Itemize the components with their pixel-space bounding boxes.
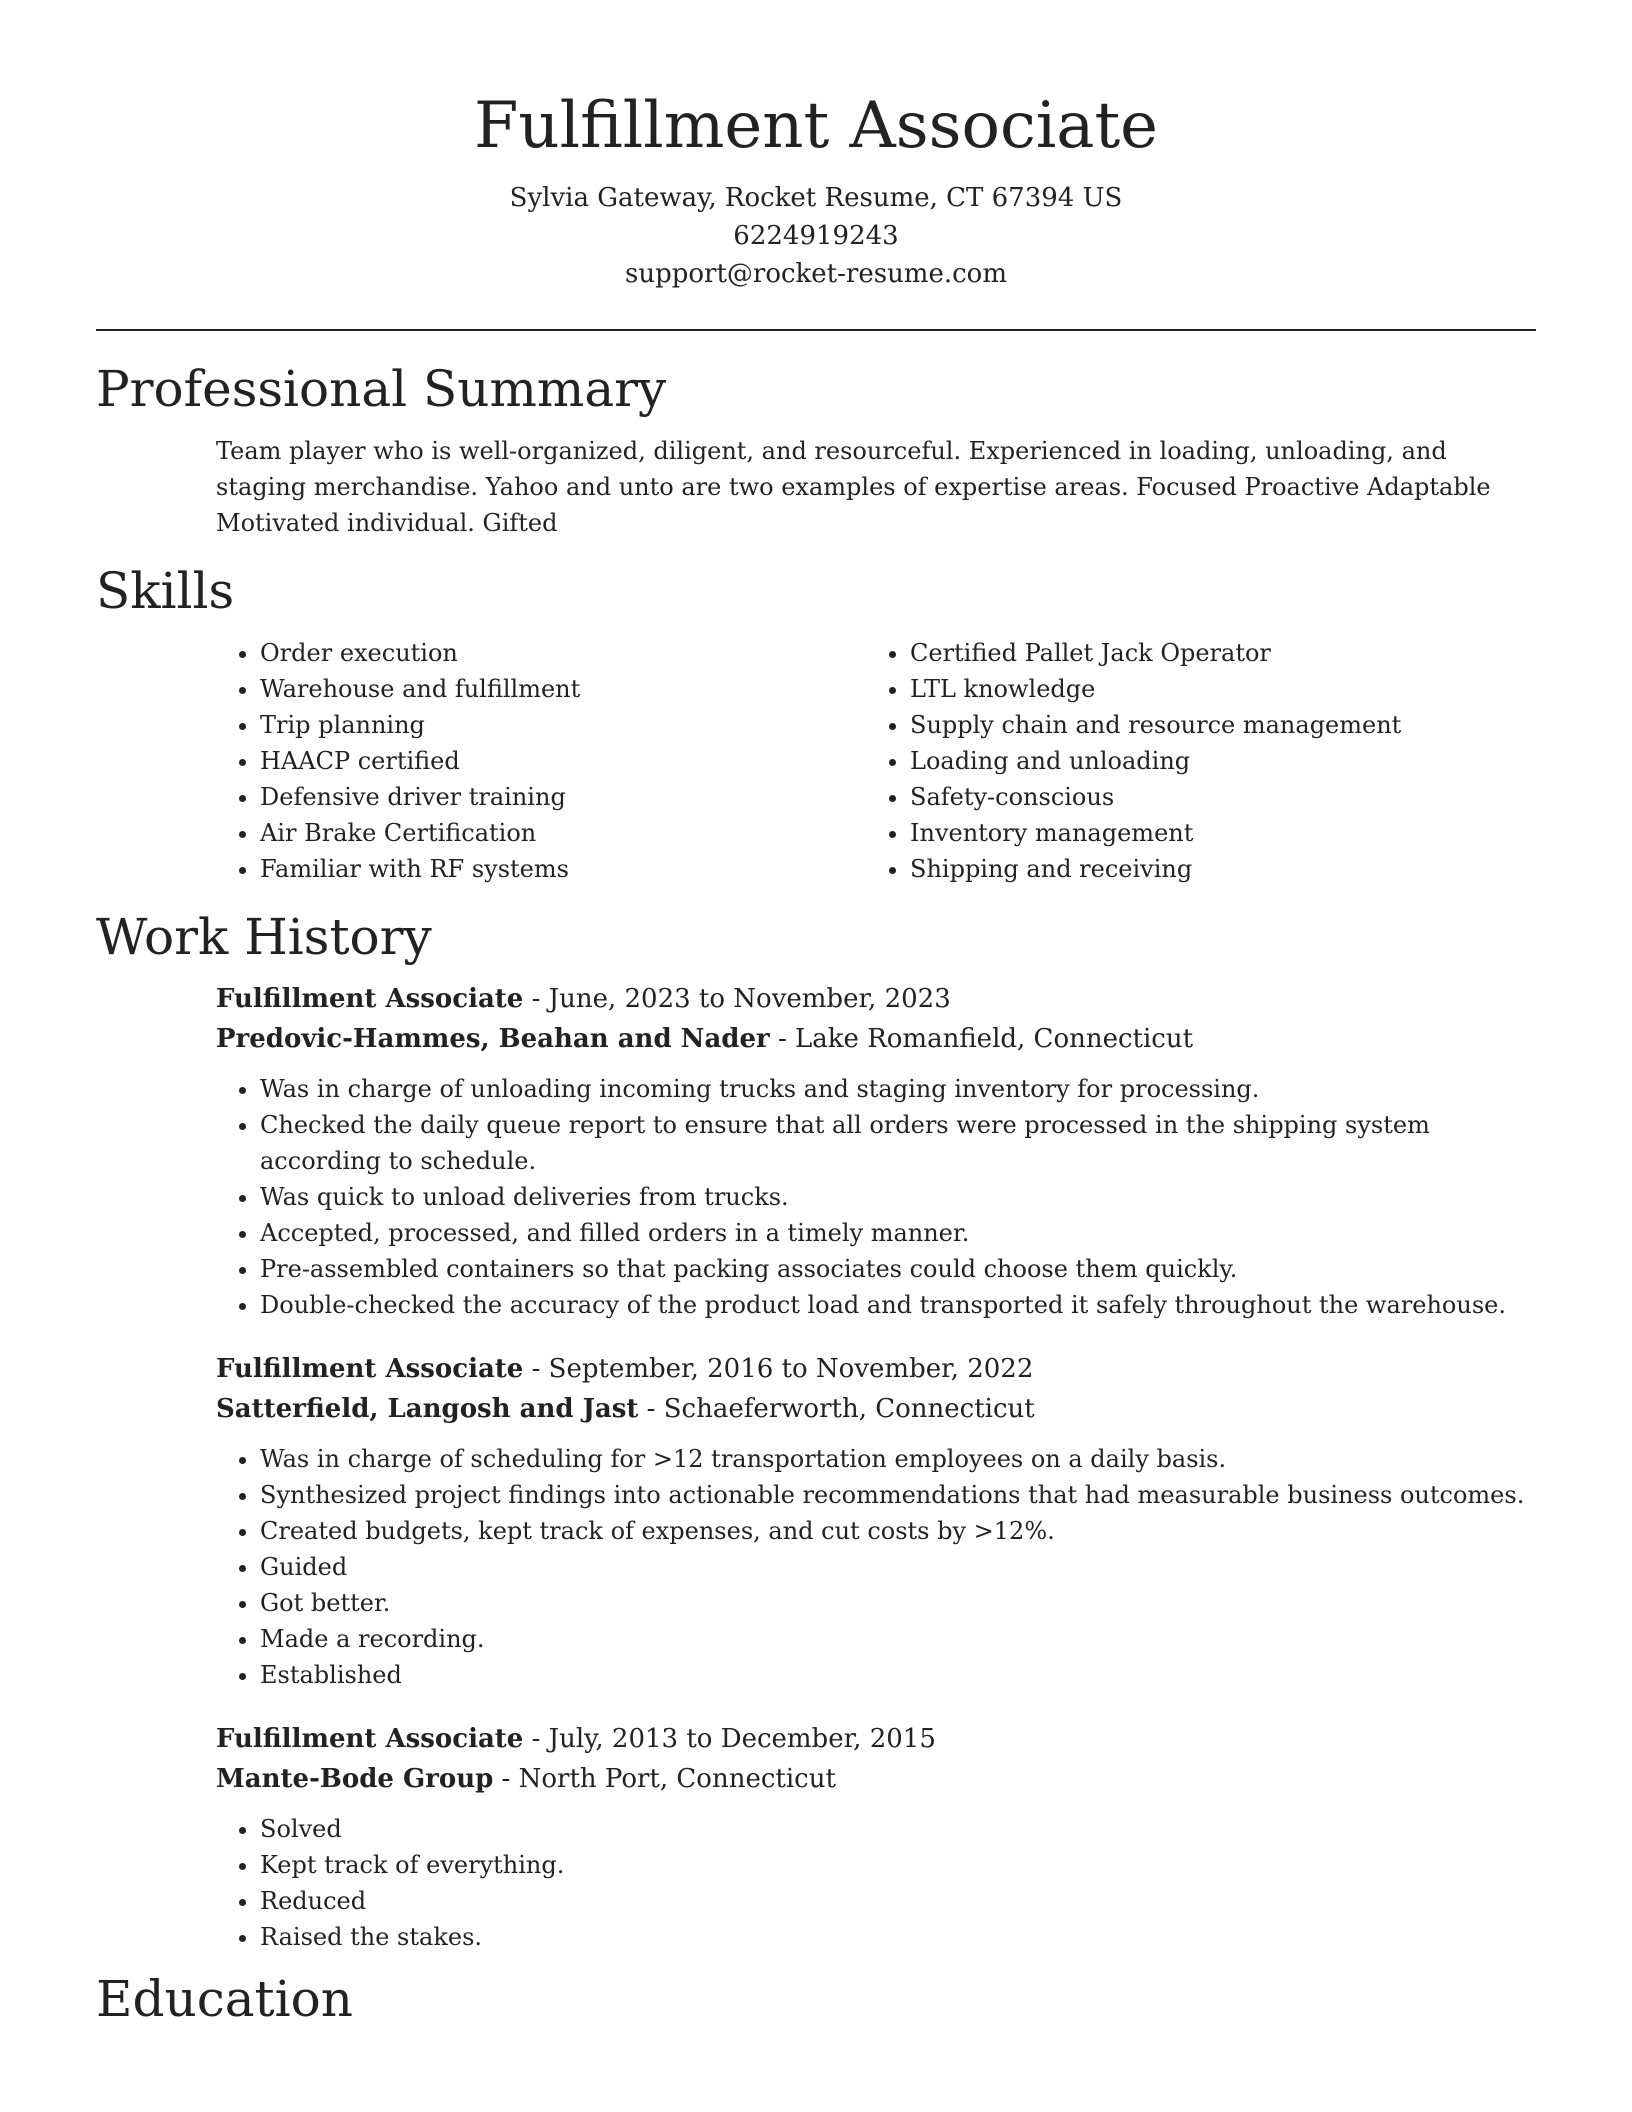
resume-page — [96, 0, 1536, 2029]
contact-phone: 6224919243 — [733, 221, 899, 251]
list-item: • Defensive driver training — [260, 779, 866, 815]
list-item: • Supply chain and resource management — [910, 707, 1516, 743]
list-item: • Was quick to unload deliveries from trucks. — [260, 1179, 1536, 1215]
skills-column-right — [866, 635, 1516, 887]
skills-columns — [216, 635, 1536, 887]
contact-address: Sylvia Gateway, Rocket Resume, CT 67394 US — [509, 183, 1123, 213]
job-company: Satterfield, Langosh and Jast — [216, 1394, 639, 1424]
job-company-line — [216, 1019, 1536, 1059]
work-heading: Work History — [96, 908, 432, 966]
job-title: Fulfillment Associate — [216, 1724, 524, 1754]
job-title: Fulfillment Associate — [216, 1354, 524, 1384]
jobs-container — [96, 979, 1536, 1955]
list-item: • Loading and unloading — [910, 743, 1516, 779]
list-item: • Safety-conscious — [910, 779, 1516, 815]
list-item: • Order execution — [260, 635, 866, 671]
list-item: • LTL knowledge — [910, 671, 1516, 707]
resume-name: Fulfillment Associate — [473, 89, 1159, 163]
list-item: • Got better. — [260, 1585, 1536, 1621]
job-location: - Schaeferworth, Connecticut — [638, 1394, 1035, 1424]
list-item: • Was in charge of unloading incoming trucks and staging inventory for processing. — [260, 1071, 1536, 1107]
header-divider — [96, 329, 1536, 331]
job-bullets — [96, 1071, 1536, 1323]
summary-heading: Professional Summary — [96, 360, 667, 418]
job-dates: - September, 2016 to November, 2022 — [523, 1354, 1034, 1384]
list-item: • Kept track of everything. — [260, 1847, 1536, 1883]
list-item: • Certified Pallet Jack Operator — [910, 635, 1516, 671]
contact-block — [96, 179, 1536, 293]
list-item: • Air Brake Certification — [260, 815, 866, 851]
job-company: Mante-Bode Group — [216, 1764, 494, 1794]
job-bullets-wrap — [216, 1811, 1536, 1955]
list-item: • Trip planning — [260, 707, 866, 743]
list-item: • Raised the stakes. — [260, 1919, 1536, 1955]
job-title: Fulfillment Associate — [216, 984, 524, 1014]
job-bullets — [96, 1441, 1536, 1693]
list-item: • Pre-assembled containers so that packing associates could choose them quickly. — [260, 1251, 1536, 1287]
list-item: • Double-checked the accuracy of the product load and transported it safely throughout the warehouse. — [260, 1287, 1536, 1323]
skills-column-left — [216, 635, 866, 887]
job-company-line — [216, 1759, 1536, 1799]
job-dates: - June, 2023 to November, 2023 — [523, 984, 951, 1014]
list-item: • Warehouse and fulfillment — [260, 671, 866, 707]
job-entry — [216, 979, 1536, 1323]
list-item: • Guided — [260, 1549, 1536, 1585]
education-section — [96, 1969, 1536, 2029]
list-item: • Made a recording. — [260, 1621, 1536, 1657]
job-bullets-wrap — [216, 1071, 1536, 1323]
skills-heading: Skills — [96, 562, 235, 620]
list-item: • Familiar with RF systems — [260, 851, 866, 887]
list-item: • Was in charge of scheduling for >12 transportation employees on a daily basis. — [260, 1441, 1536, 1477]
job-entry — [216, 1719, 1536, 1955]
list-item: • Solved — [260, 1811, 1536, 1847]
job-title-line — [216, 979, 1536, 1019]
summary-section — [96, 359, 1536, 541]
job-location: - North Port, Connecticut — [493, 1764, 836, 1794]
contact-email: support@rocket-resume.com — [624, 259, 1007, 289]
summary-text: Team player who is well-organized, diligent, and resourceful. Experienced in loading, unloading, and staging merchandise. Yahoo and unto are two examples of expertise areas. Focused Proactive Adaptable Motivated individual. Gifted — [216, 437, 1491, 537]
skills-list-right — [866, 635, 1516, 887]
list-item: • Created budgets, kept track of expenses, and cut costs by >12%. — [260, 1513, 1536, 1549]
education-heading: Education — [96, 1970, 353, 2028]
list-item: • Shipping and receiving — [910, 851, 1516, 887]
job-bullets — [96, 1811, 1536, 1955]
job-title-line — [216, 1349, 1536, 1389]
job-company: Predovic-Hammes, Beahan and Nader — [216, 1024, 770, 1054]
list-item: • Accepted, processed, and filled orders in a timely manner. — [260, 1215, 1536, 1251]
skills-section — [96, 561, 1536, 887]
job-dates: - July, 2013 to December, 2015 — [523, 1724, 936, 1754]
list-item: • Established — [260, 1657, 1536, 1693]
list-item: • Synthesized project findings into actionable recommendations that had measurable business outcomes. — [260, 1477, 1536, 1513]
resume-header — [96, 0, 1536, 293]
job-company-line — [216, 1389, 1536, 1429]
list-item: • Inventory management — [910, 815, 1516, 851]
job-bullets-wrap — [216, 1441, 1536, 1693]
skills-list-left — [216, 635, 866, 887]
job-entry — [216, 1349, 1536, 1693]
list-item: • Reduced — [260, 1883, 1536, 1919]
job-location: - Lake Romanfield, Connecticut — [769, 1024, 1194, 1054]
list-item: • Checked the daily queue report to ensure that all orders were processed in the shipping system according to schedule. — [260, 1107, 1536, 1179]
work-section — [96, 907, 1536, 1955]
list-item: • HAACP certified — [260, 743, 866, 779]
job-title-line — [216, 1719, 1536, 1759]
